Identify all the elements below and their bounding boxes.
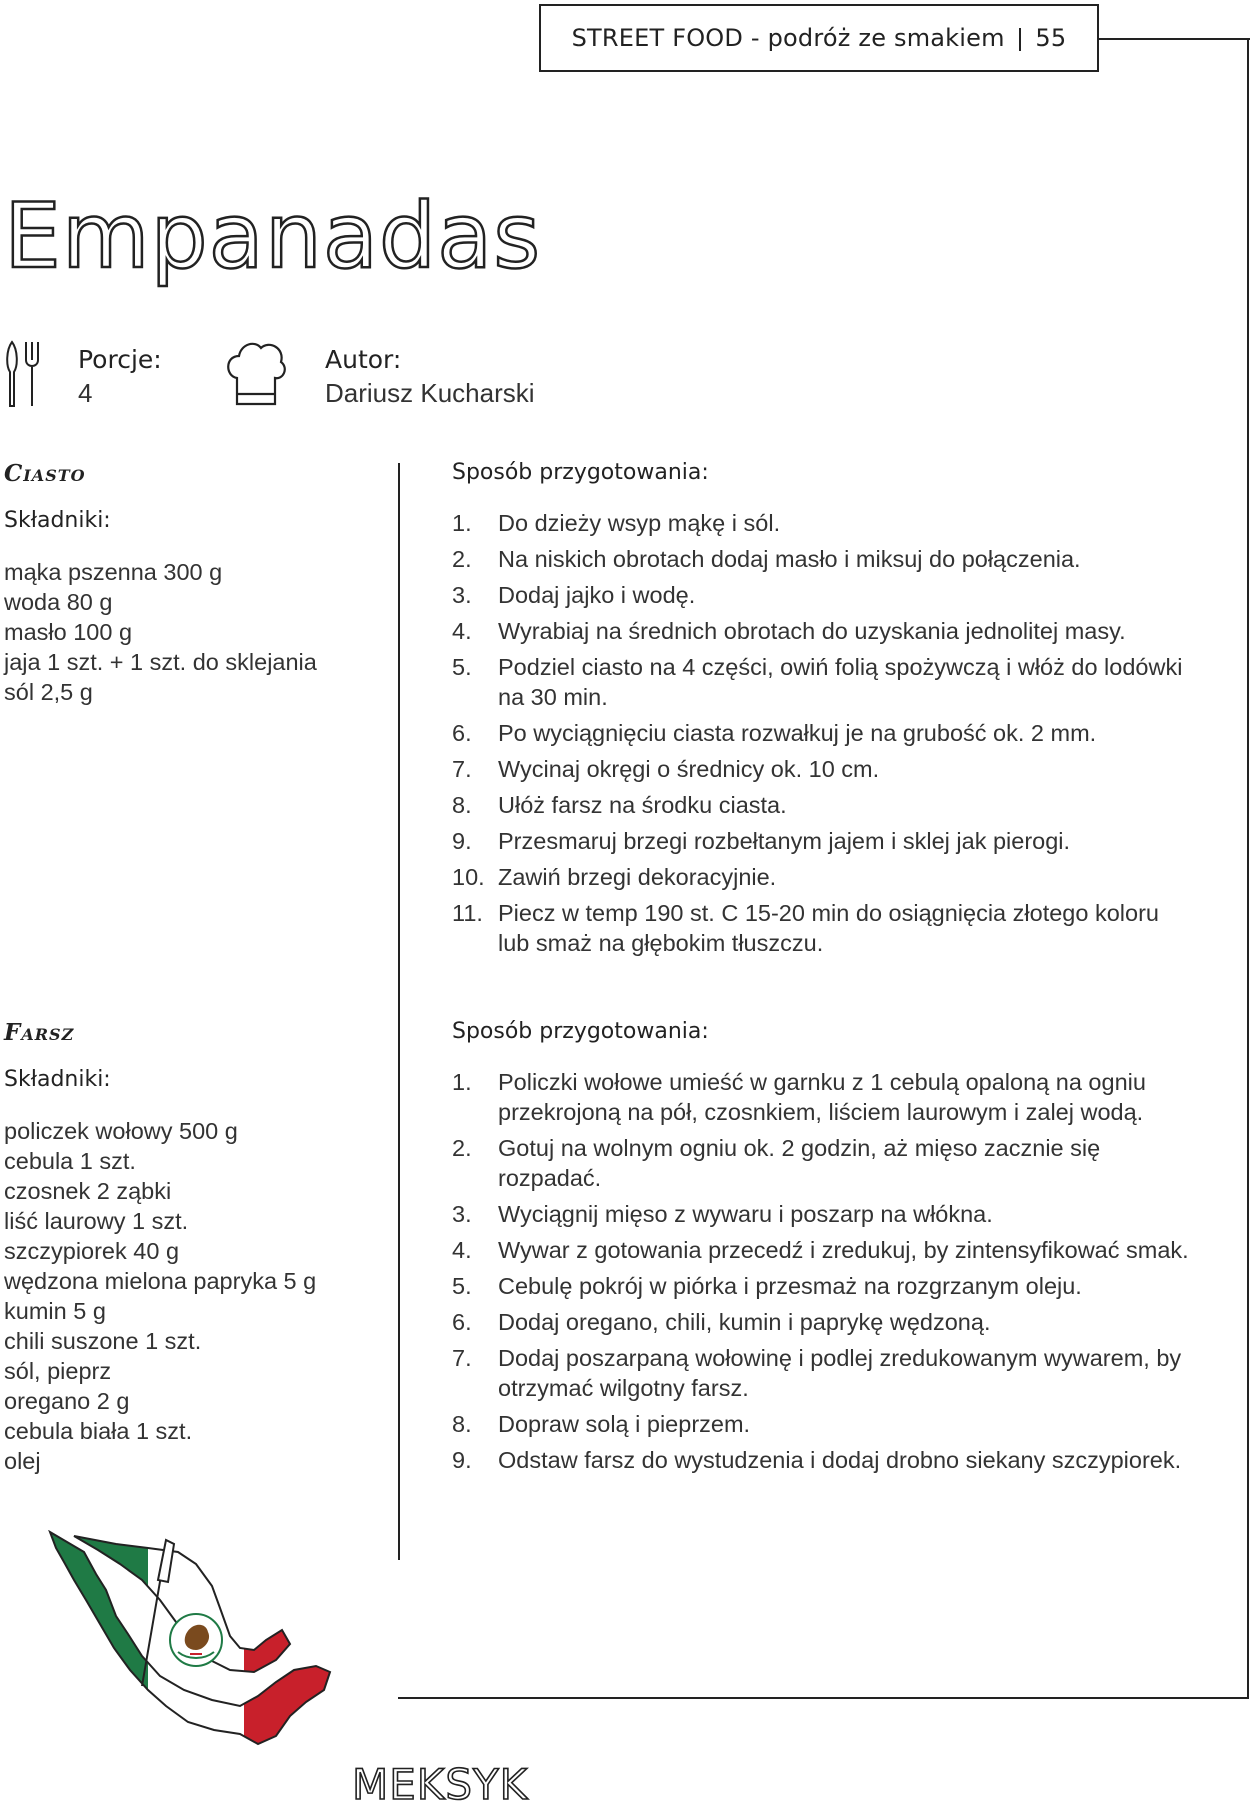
country-name: MEKSYK — [352, 1760, 529, 1809]
running-header — [539, 4, 1099, 72]
list-item: cebula 1 szt. — [4, 1148, 136, 1174]
cutlery-icon — [4, 338, 44, 410]
list-item: sól 2,5 g — [4, 679, 93, 705]
header-separator: | — [1016, 23, 1024, 52]
list-item: 5. Podziel ciasto na 4 części, owiń folią spożywczą i włóż do lodówki na 30 min. — [452, 654, 1183, 710]
list-item: cebula biała 1 szt. — [4, 1418, 193, 1444]
list-item: 8. Ułóż farsz na środku ciasta. — [452, 792, 787, 818]
dough-method-label: Sposób przygotowania: — [452, 460, 709, 485]
bottom-rule — [398, 1697, 1249, 1699]
eagle-emblem — [170, 1614, 222, 1666]
book-title: STREET FOOD - podróż ze smakiem — [571, 24, 1005, 52]
list-item: oregano 2 g — [4, 1388, 130, 1414]
list-item: czosnek 2 ząbki — [4, 1178, 172, 1204]
list-item: 6. Dodaj oregano, chili, kumin i paprykę wędzoną. — [452, 1309, 991, 1335]
mexico-flag-map-illustration — [44, 1530, 354, 1750]
filling-steps — [452, 1067, 1192, 1481]
list-item: liść laurowy 1 szt. — [4, 1208, 189, 1234]
list-item: 8. Dopraw solą i pieprzem. — [452, 1411, 751, 1437]
list-item: 9. Przesmaruj brzegi rozbełtanym jajem i sklej jak pierogi. — [452, 828, 1071, 854]
dough-ingredient-list — [4, 557, 317, 707]
filling-ingredients-label: Składniki: — [4, 1067, 111, 1092]
list-item: masło 100 g — [4, 619, 133, 645]
list-item: 9. Odstaw farsz do wystudzenia i dodaj drobno siekany szczypiorek. — [452, 1447, 1182, 1473]
recipe-title: Empanadas — [4, 184, 542, 289]
servings-label: Porcje: — [78, 345, 162, 374]
page-frame-rule — [1247, 38, 1249, 1698]
header-rule — [1099, 38, 1250, 40]
list-item: policzek wołowy 500 g — [4, 1118, 238, 1144]
servings-value: 4 — [78, 378, 93, 408]
list-item: kumin 5 g — [4, 1298, 106, 1324]
list-item: sól, pieprz — [4, 1358, 112, 1384]
chef-hat-icon — [223, 338, 289, 410]
column-divider — [398, 463, 400, 1560]
dough-steps — [452, 508, 1192, 964]
list-item: szczypiorek 40 g — [4, 1238, 180, 1264]
list-item: 7. Dodaj poszarpaną wołowinę i podlej zredukowanym wywarem, by otrzymać wilgotny farsz. — [452, 1345, 1182, 1401]
list-item: mąka pszenna 300 g — [4, 559, 223, 585]
list-item: woda 80 g — [4, 589, 113, 615]
list-item: wędzona mielona papryka 5 g — [4, 1268, 317, 1294]
list-item: 7. Wycinaj okręgi o średnicy ok. 10 cm. — [452, 756, 880, 782]
list-item: 1. Policzki wołowe umieść w garnku z 1 cebulą opaloną na ogniu przekrojoną na pół, czosnkiem, liściem laurowym i zalej wodą. — [452, 1069, 1146, 1125]
filling-method-label: Sposób przygotowania: — [452, 1019, 709, 1044]
list-item: 1. Do dzieży wsyp mąkę i sól. — [452, 510, 781, 536]
list-item: 4. Wywar z gotowania przecedź i zredukuj, by zintensyfikować smak. — [452, 1237, 1189, 1263]
list-item: jaja 1 szt. + 1 szt. do sklejania — [4, 649, 317, 675]
list-item: 2. Na niskich obrotach dodaj masło i miksuj do połączenia. — [452, 546, 1081, 572]
dough-ingredients-label: Składniki: — [4, 508, 111, 533]
list-item: 5. Cebulę pokrój w piórka i przesmaż na rozgrzanym oleju. — [452, 1273, 1082, 1299]
author-label: Autor: — [325, 345, 402, 374]
author-value: Dariusz Kucharski — [325, 378, 535, 408]
list-item: 2. Gotuj na wolnym ogniu ok. 2 godzin, aż mięso zacznie się rozpadać. — [452, 1135, 1101, 1191]
filling-section-title: Farsz — [4, 1019, 75, 1046]
list-item: 11. Piecz w temp 190 st. C 15-20 min do osiągnięcia złotego koloru lub smaż na głębokim tłuszczu. — [452, 900, 1159, 956]
filling-ingredient-list — [4, 1116, 316, 1476]
dough-section-title: Ciasto — [4, 460, 86, 487]
list-item: 4. Wyrabiaj na średnich obrotach do uzyskania jednolitej masy. — [452, 618, 1126, 644]
list-item: 6. Po wyciągnięciu ciasta rozwałkuj je na grubość ok. 2 mm. — [452, 720, 1097, 746]
list-item: 10. Zawiń brzegi dekoracyjnie. — [452, 864, 777, 890]
list-item: chili suszone 1 szt. — [4, 1328, 202, 1354]
list-item: 3. Dodaj jajko i wodę. — [452, 582, 696, 608]
list-item: 3. Wyciągnij mięso z wywaru i poszarp na włókna. — [452, 1201, 993, 1227]
list-item: olej — [4, 1448, 41, 1474]
page-number: 55 — [1035, 24, 1067, 52]
